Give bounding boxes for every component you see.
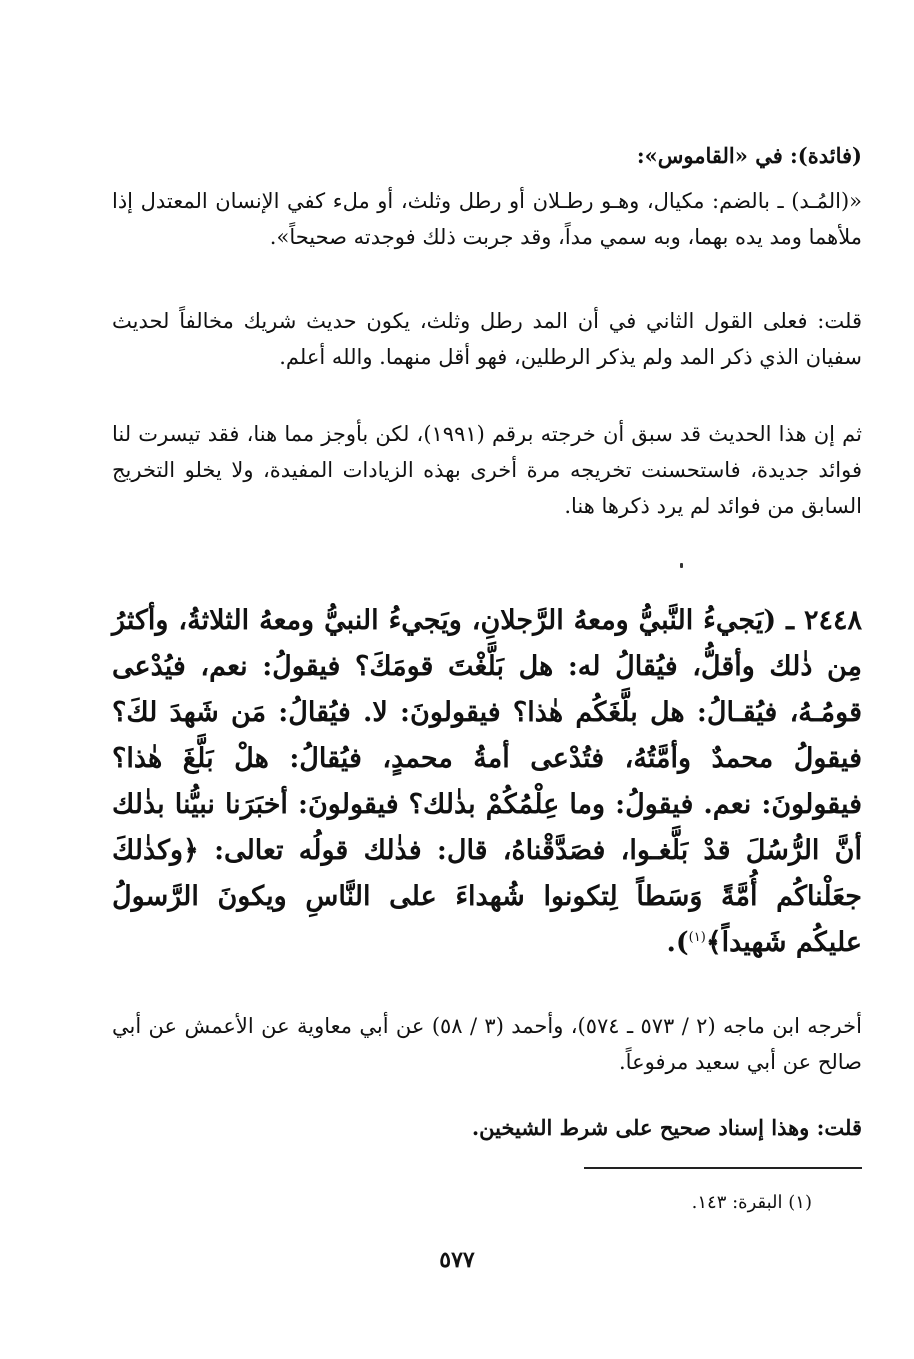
footnote-divider	[584, 1167, 862, 1169]
qamus-definition: «(المُـد) ـ بالضم: مكيال، وهـو رطـلان أو رطل وثلث، أو ملء كفي الإنسان المعتدل إذا ملأهما ومد يده بهما، وبه سمي مداً، وقد جربت ذلك فوجدته صحيحاً».	[112, 189, 862, 249]
hadith-number: ٢٤٤٨	[803, 605, 862, 636]
separator-dot	[680, 563, 683, 568]
previous-takhrij-note: ثم إن هذا الحديث قد سبق أن خرجته برقم (١٩٩١)، لكن بأوجز مما هنا، فقد تيسرت لنا فوائد جديدة، فاستحسنت تخريجه مرة أخرى بهذه الزيادات المفيدة، ولا يخلو التخريج السابق من فوائد لم يرد ذكرها هنا.	[112, 422, 862, 518]
footnote-marker[interactable]: (١)	[688, 930, 706, 945]
takhrij-sources: أخرجه ابن ماجه (٢ / ٥٧٣ ـ ٥٧٤)، وأحمد (٣ / ٥٨) عن أبي معاوية عن الأعمش عن أبي صالح عن أبي سعيد مرفوعاً.	[112, 1014, 862, 1074]
hadith-closing: ).	[666, 927, 689, 958]
fawaid-heading: (فائدة): في «القاموس»:	[636, 143, 862, 168]
isnad-verdict: قلت: وهذا إسناد صحيح على شرط الشيخين.	[471, 1115, 862, 1140]
hadith-body: ـ (يَجيءُ النَّبيُّ ومعهُ الرَّجلانِ، ويَجيءُ النبيُّ ومعهُ الثلاثةُ، وأكثرُ مِن ذٰلك وأقلُّ، فيُقالُ له: هل بَلَّغْتَ قومَكَ؟ فيقولُ: نعم، فيُدْعى قومُـهُ، فيُقـالُ: هل بلَّغَكُم هٰذا؟ فيقولونَ: لا. فيُقالُ: مَن شَهدَ لكَ؟ فيقولُ محمدٌ وأمَّتُهُ، فتُدْعى أمةُ محمدٍ، فيُقالُ: هلْ بَلَّغَ هٰذا؟ فيقولونَ: نعم. فيقولُ: وما عِلْمُكُمْ بذٰلك؟ فيقولونَ: أخبَرَنا نبيُّنا بذٰلك أنَّ الرُّسُلَ قدْ بَلَّغـوا، فصَدَّقْناهُ، قال: فذٰلك قولُه تعالى: ﴿وكذٰلكَ جعَلْناكُم أُمَّةً وَسَطاً لِتكونوا شُهداءَ على النَّاسِ ويكونَ الرَّسولُ عليكُم شَهيداً﴾	[112, 605, 862, 958]
hadith-text	[112, 598, 862, 966]
footnote-text: (١) البقرة: ١٤٣.	[691, 1192, 812, 1213]
author-comment: قلت: فعلى القول الثاني في أن المد رطل وثلث، يكون حديث شريك مخالفاً لحديث سفيان الذي ذكر المد ولم يذكر الرطلين، فهو أقل منهما. والله أعلم.	[112, 309, 862, 369]
page-number: ٥٧٧	[439, 1247, 475, 1273]
